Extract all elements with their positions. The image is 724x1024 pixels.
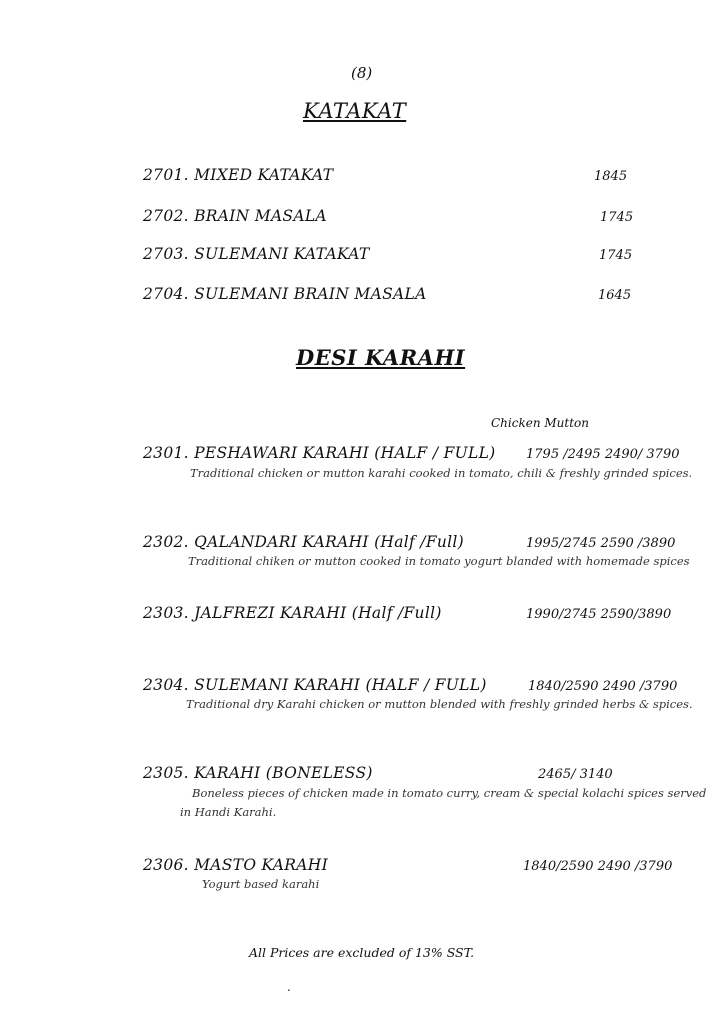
menu-item-price: 1840/2590 2490 /3790 (523, 859, 673, 874)
menu-item-price: 1745 (599, 248, 633, 263)
menu-item-name: 2301. PESHAWARI KARAHI (HALF / FULL) (143, 444, 496, 462)
footer-dot: . (287, 980, 291, 994)
menu-item-name: 2306. MASTO KARAHI (143, 856, 329, 874)
menu-item-price: 1995/2745 2590 /3890 (526, 536, 676, 551)
section-heading-katakat: KATAKAT (303, 99, 407, 123)
price-column-header: Chicken Mutton (491, 416, 589, 430)
menu-item-price: 1840/2590 2490 /3790 (528, 679, 678, 694)
menu-item-description-continued: in Handi Karahi. (180, 805, 277, 819)
menu-item-price: 1795 /2495 2490/ 3790 (526, 447, 680, 462)
menu-item-name: 2703. SULEMANI KATAKAT (143, 245, 370, 263)
menu-item-name: 2305. KARAHI (BONELESS) (143, 764, 373, 782)
menu-item-name: 2702. BRAIN MASALA (143, 207, 327, 225)
menu-item-price: 1845 (594, 169, 628, 184)
menu-item-name: 2302. QALANDARI KARAHI (Half /Full) (143, 533, 465, 551)
menu-item-price: 2465/ 3140 (538, 767, 613, 782)
tax-note: All Prices are excluded of 13% SST. (249, 945, 475, 960)
menu-item-description: Traditional chicken or mutton karahi cooked in tomato, chili & freshly grinded spices. (190, 466, 693, 480)
menu-item-name: 2704. SULEMANI BRAIN MASALA (143, 285, 427, 303)
page-number: (8) (351, 64, 373, 82)
menu-item-description: Traditional chiken or mutton cooked in tomato yogurt blanded with homemade spices (188, 554, 690, 568)
menu-item-description: Traditional dry Karahi chicken or mutton blended with freshly grinded herbs & spices. (186, 697, 693, 711)
menu-item-description: Yogurt based karahi (202, 877, 320, 891)
menu-item-price: 1990/2745 2590/3890 (526, 607, 672, 622)
menu-item-name: 2303. JALFREZI KARAHI (Half /Full) (143, 604, 442, 622)
menu-item-name: 2304. SULEMANI KARAHI (HALF / FULL) (143, 676, 487, 694)
menu-item-name: 2701. MIXED KATAKAT (143, 166, 334, 184)
menu-item-price: 1745 (600, 210, 634, 225)
section-heading-desi-karahi: DESI KARAHI (296, 345, 466, 370)
menu-item-description: Boneless pieces of chicken made in tomato curry, cream & special kolachi spices served (192, 786, 707, 800)
menu-item-price: 1645 (598, 288, 632, 303)
